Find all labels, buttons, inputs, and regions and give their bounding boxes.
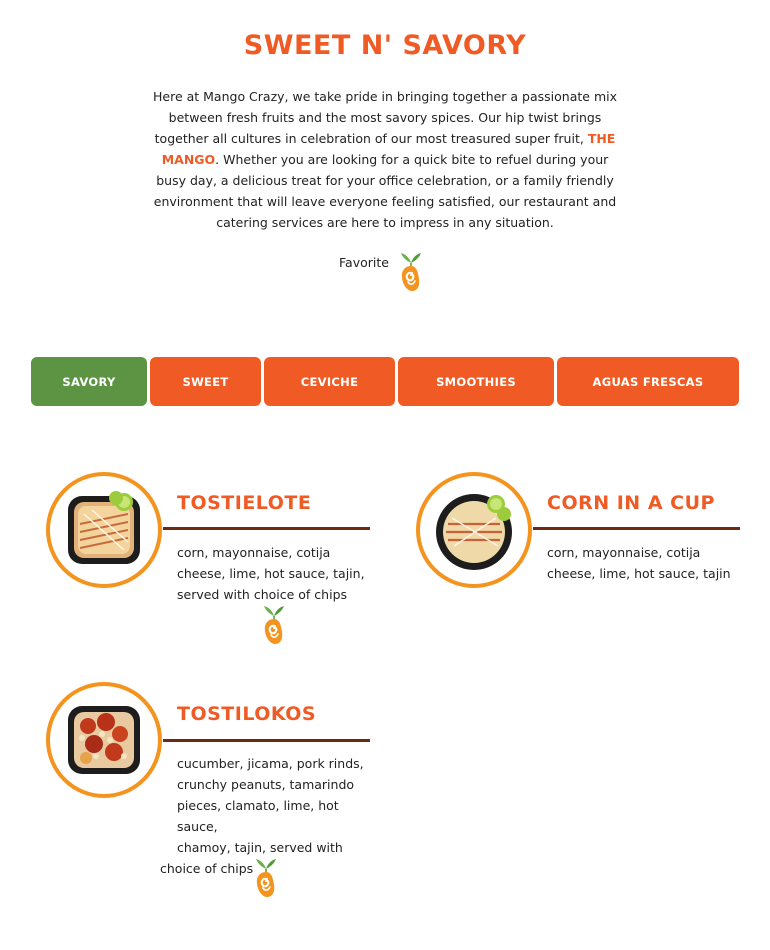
- description-line: chamoy, tajin, served with: [177, 840, 343, 855]
- page-title: SWEET N' SAVORY: [243, 30, 527, 61]
- item-name: TOSTIELOTE: [177, 492, 312, 514]
- corn-cup-plate-image: [416, 472, 532, 588]
- favorite-legend: [339, 252, 423, 292]
- item-divider: [163, 739, 370, 742]
- tab-aguas-frescas[interactable]: AGUAS FRESCAS: [557, 357, 739, 406]
- intro-paragraph: [150, 86, 620, 233]
- intro-text-end: . Whether you are looking for a quick bite to refuel during your busy day, a delicious treat for your office celebration, or a family friendly environment that will leave everyone feeling satisfied, our restaurant and catering services are here to impress in any situation.: [153, 152, 617, 230]
- item-name: TOSTILOKOS: [177, 703, 317, 725]
- favorite-label: Favorite: [339, 254, 389, 270]
- mango-logo-icon: [399, 251, 423, 293]
- item-description: corn, mayonnaise, cotija cheese, lime, hot sauce, tajin, served with choice of chips: [177, 545, 365, 602]
- description-line: crunchy peanuts, tamarindo: [177, 777, 355, 792]
- tostilokos-plate-image: [46, 682, 162, 798]
- tostielote-plate-image: [46, 472, 162, 588]
- mango-logo-icon: [254, 857, 278, 899]
- item-divider: [533, 527, 740, 530]
- mango-logo-icon: [262, 604, 286, 646]
- tab-savory[interactable]: SAVORY: [31, 357, 147, 406]
- intro-highlight: THE MANGO: [161, 131, 616, 167]
- description-line: pieces, clamato, lime, hot sauce,: [177, 798, 339, 834]
- item-description: corn, mayonnaise, cotija cheese, lime, hot sauce, tajin: [547, 545, 731, 581]
- tab-ceviche[interactable]: CEVICHE: [264, 357, 395, 406]
- item-name: CORN IN A CUP: [547, 492, 715, 514]
- description-line: choice of chips: [160, 861, 254, 876]
- intro-text-start: Here at Mango Crazy, we take pride in bringing together a passionate mix between fresh fruits and the most savory spices. Our hip twist brings together all cultures in celebration of our most treasured super fruit,: [152, 89, 617, 146]
- description-line: cucumber, jicama, pork rinds,: [177, 756, 364, 771]
- tab-sweet[interactable]: SWEET: [150, 357, 261, 406]
- item-divider: [163, 527, 370, 530]
- tab-smoothies[interactable]: SMOOTHIES: [398, 357, 554, 406]
